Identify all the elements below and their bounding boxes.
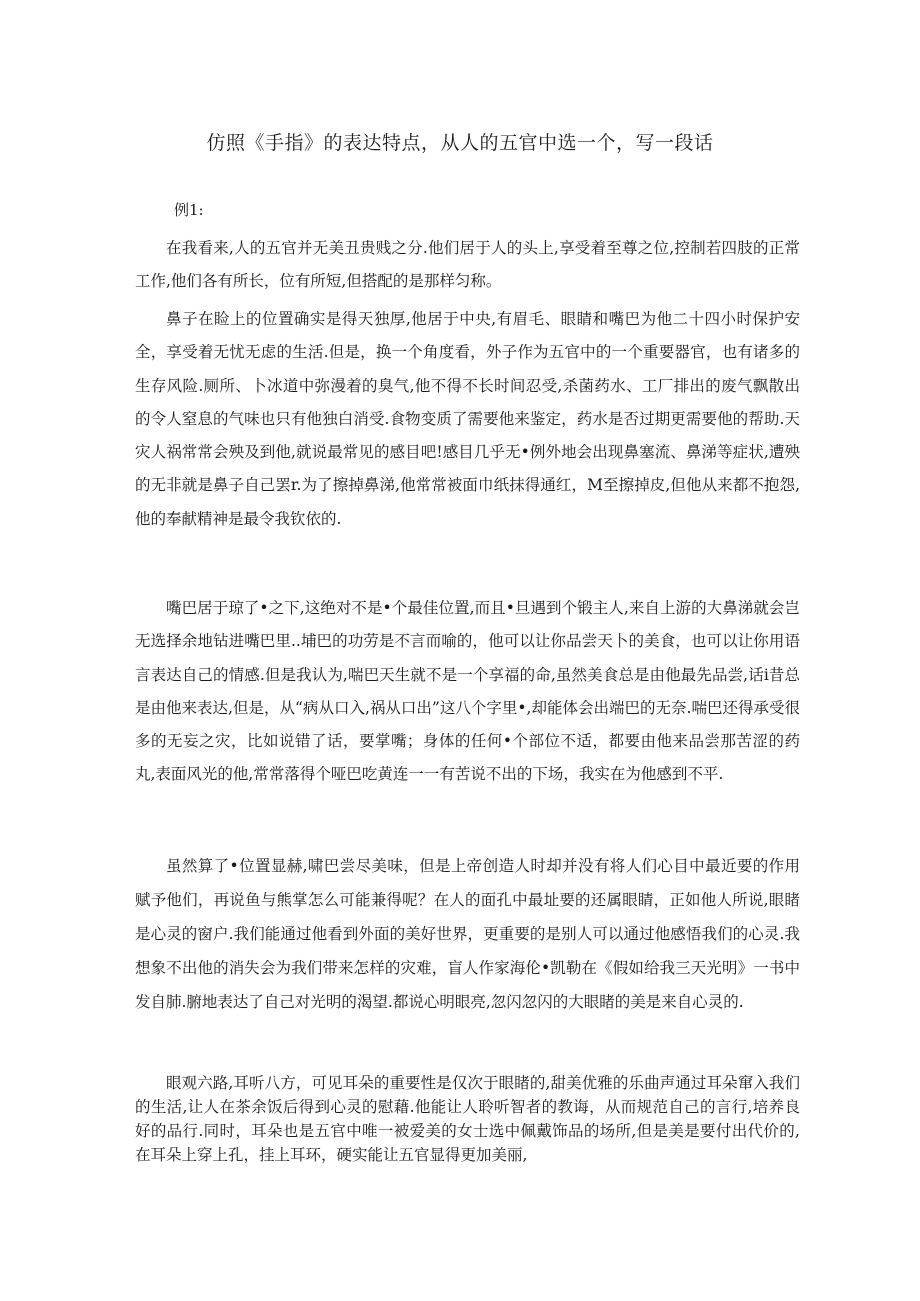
example-label: 例1: bbox=[174, 201, 204, 219]
paragraph-mouth: 嘴巴居于琼了•之下,这绝对不是•个最佳位置,而且•旦遇到个锻主人,来自上游的大鼻涕就会岂无选择余地钻进嘴巴里..埔巴的功劳是不言而喻的，他可以让你品尝天卜的美食，也可以让你用语言表达自己的情感.但是我认为,喘巴天生就不是一个享福的命,虽然美食总是由他最先品尝,话i昔总是由他来表达,但是，从“病从口入,祸从口出”这八个字里•,却能体会出端巴的无奈.喘巴还得承受很多的无妄之灾，比如说错了话，要掌嘴；身体的任何•个部位不适，都要由他来品尝那苦涩的药丸,表面风光的他,常常落得个哑巴吃黄连一一有苦说不出的下场，我实在为他感到不平. bbox=[135, 599, 800, 784]
paragraph-eyes: 虽然算了•位置显赫,啸巴尝尽美味，但是上帝创造人时却并没有将人们心目中最近要的作用赋予他们，再说鱼与熊掌怎么可能兼得呢？在人的面孔中最址要的还属眼睛，正如他人所说,眼睹是心灵的窗户.我们能通过他看到外面的美好世界，更重要的是别人可以通过他感悟我们的心灵.我想象不出他的消失会为我们带来怎样的灾难，盲人作家海伦•凯勒在《假如给我三天光明》一书中发自肺.腑地表达了自己对光明的渴望.都说心明眼亮,忽闪忽闪的大眼睹的美是来自心灵的. bbox=[135, 857, 800, 1011]
paragraph-ears: 眼观六路,耳听八方，可见耳朵的重要性是仅次于眼睹的,甜美优雅的乐曲声通过耳朵窜入我们的生活,让人在茶余饭后得到心灵的慰藉.他能让人聆听智者的教诲，从而规范自己的言行,培养良好的品行.同时，耳朵也是五官中唯一被爱美的女士选中佩戴饰品的场所,但是美是要付出代价的,在耳朵上穿上孔，挂上耳环，硬实能让五官显得更加美丽, bbox=[135, 1074, 800, 1164]
paragraph-intro: 在我看来,人的五官并无美丑贵贱之分.他们居于人的头上,享受着至尊之位,控制若四肢的正常工作,他们各有所长，位有所短,但搭配的是那样匀称。 bbox=[135, 239, 800, 290]
paragraph-nose: 鼻子在睑上的位置确实是得天独厚,他居于中央,有眉毛、眼睛和嘴巴为他二十四小时保护安全，享受着无忧无虑的生活.但是，换一个角度看，外子作为五官中的一个重要器官，也有诸多的生存风险.厕所、卜冰道中弥漫着的臭气,他不得不长时间忍受,杀菌药水、工厂排出的废气飘散出的令人窒息的气味也只有他独白消受.食物变质了需要他来鉴定，药水是否过期更需要他的帮助.天灾人祸常常会殃及到他,就说最常见的感目吧!感目几乎无•例外地会出现鼻塞流、鼻涕等症状,遭殃的无非就是鼻子自己罢r.为了擦掉鼻涕,他常常被面巾纸抹得通红，M至擦掉皮,但他从来都不抱怨,他的奉献精神是最令我钦依的. bbox=[135, 310, 800, 528]
page-title: 仿照《手指》的表达特点，从人的五官中选一个，写一段话 bbox=[206, 132, 714, 154]
